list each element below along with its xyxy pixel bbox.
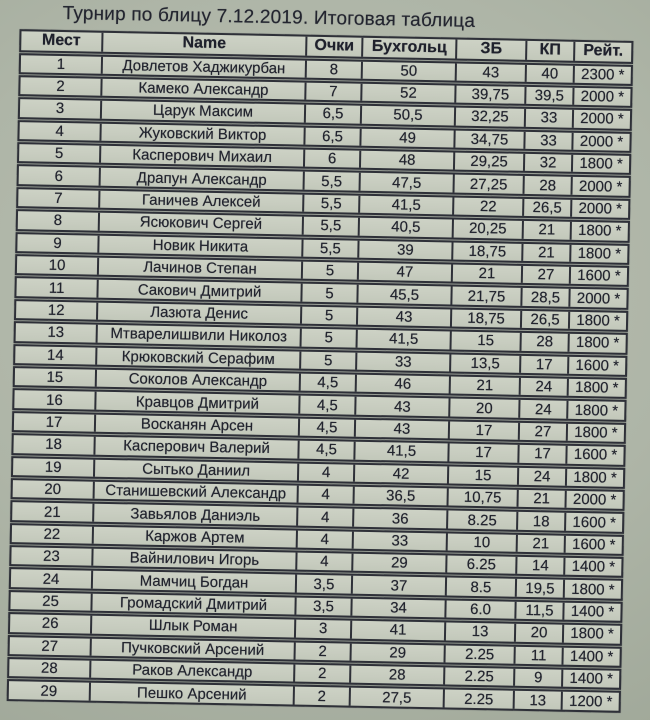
- cell-rating: 1800 *: [568, 312, 626, 331]
- cell-kp: 27: [521, 266, 569, 284]
- cell-name: Лазюта Денис: [96, 302, 300, 323]
- cell-kp: 21: [521, 243, 569, 261]
- cell-place: 29: [40, 682, 58, 700]
- cell-kp: 28: [522, 176, 570, 194]
- cell-buchholz: 29: [350, 643, 444, 662]
- cell-buchholz: 28: [349, 666, 443, 685]
- cell-points: 4: [297, 463, 353, 481]
- cell-points: 5: [300, 329, 356, 347]
- cell-name: Жуковский Виктор: [99, 123, 303, 144]
- cell-name: Крюковский Серафим: [95, 347, 299, 368]
- cell-rating: 2000 *: [570, 177, 628, 196]
- cell-kp: 9: [513, 669, 561, 687]
- cell-buchholz: 50: [361, 61, 455, 80]
- cell-buchholz: 41,5: [356, 330, 450, 349]
- cell-rating: 1600 *: [567, 356, 625, 375]
- cell-zb: 15: [447, 466, 517, 485]
- cell-place: 1: [56, 55, 66, 73]
- cell-zb: 8.5: [445, 578, 515, 597]
- cell-zb: 27,25: [453, 175, 523, 194]
- cell-buchholz: 49: [359, 128, 453, 147]
- cell-rating: 2000 *: [568, 289, 626, 308]
- cell-kp: 13: [513, 691, 561, 709]
- cell-buchholz: 34: [350, 598, 444, 617]
- cell-rating: 2000 *: [570, 200, 628, 219]
- cell-rating: 2300 *: [573, 65, 631, 84]
- cell-kp: 40: [525, 64, 573, 82]
- cell-buchholz: 43: [356, 307, 450, 326]
- cell-rating: 2000 *: [564, 491, 622, 510]
- cell-zb: 13: [444, 623, 514, 642]
- cell-buchholz: 29: [351, 554, 445, 573]
- cell-rating: 2000 *: [572, 110, 630, 129]
- cell-place: 2: [56, 77, 65, 96]
- cell-name: Драпун Александр: [99, 168, 303, 189]
- cell-points: 3,5: [294, 597, 350, 615]
- cell-rating: 1600 *: [564, 535, 622, 554]
- cell-name: Станишевский Александр: [93, 482, 297, 503]
- cell-name: Кравцов Дмитрий: [94, 392, 298, 413]
- column-header-points: Очки: [305, 37, 361, 57]
- cell-points: 5,5: [301, 239, 357, 257]
- cell-name: Сытько Даниил: [93, 459, 297, 480]
- cell-zb: 2.25: [443, 690, 513, 709]
- cell-buchholz: 43: [354, 419, 448, 438]
- cell-kp: 20: [514, 624, 562, 642]
- cell-place: 27: [41, 637, 59, 655]
- cell-buchholz: 52: [360, 84, 454, 103]
- cell-points: 5: [300, 306, 356, 324]
- cell-place: 5: [54, 145, 64, 163]
- cell-zb: 21,75: [450, 287, 520, 306]
- page-title: Турнир по блицу 7.12.2019. Итоговая таблица: [62, 2, 476, 32]
- cell-place: 14: [46, 346, 64, 364]
- cell-place: 18: [45, 436, 63, 454]
- cell-buchholz: 27,5: [349, 688, 443, 707]
- cell-points: 3: [294, 620, 350, 638]
- cell-rating: 1800 *: [562, 625, 620, 644]
- cell-rating: 1800 *: [563, 580, 621, 599]
- cell-points: 5,5: [303, 172, 359, 190]
- cell-place: 26: [41, 615, 59, 633]
- cell-buchholz: 48: [359, 151, 453, 170]
- cell-place: 13: [47, 324, 65, 342]
- cell-points: 7: [304, 83, 360, 101]
- cell-points: 6: [303, 150, 359, 168]
- cell-name: Громадский Дмитрий: [90, 594, 294, 615]
- cell-place: 20: [44, 480, 62, 499]
- cell-zb: 15: [450, 332, 520, 351]
- cell-name: Сакович Дмитрий: [96, 280, 300, 301]
- cell-rating: 1400 *: [563, 558, 621, 577]
- cell-points: 4: [295, 553, 351, 571]
- cell-rating: 1800 *: [566, 401, 624, 420]
- cell-place: 8: [53, 212, 63, 230]
- cell-buchholz: 46: [355, 375, 449, 394]
- cell-buchholz: 41,5: [358, 196, 452, 215]
- cell-rating: 1800 *: [567, 379, 625, 398]
- cell-buchholz: 50,5: [360, 106, 454, 125]
- cell-name: Соколов Александр: [95, 370, 299, 391]
- table-body: [7, 53, 633, 713]
- cell-rating: 1400 *: [562, 603, 620, 622]
- cell-zb: 21: [451, 265, 521, 284]
- cell-name: Мамчиц Богдан: [91, 571, 295, 592]
- cell-name: Ясюкович Сергей: [98, 213, 302, 234]
- cell-kp: 24: [519, 378, 567, 396]
- cell-zb: 22: [452, 197, 522, 216]
- cell-rating: 1800 *: [567, 334, 625, 353]
- cell-points: 4,5: [298, 418, 354, 436]
- cell-rating: 1800 *: [571, 155, 629, 174]
- cell-place: 11: [48, 279, 65, 297]
- cell-name: Касперович Валерий: [93, 437, 297, 458]
- cell-kp: 18: [516, 512, 564, 530]
- cell-rating: 2000 *: [571, 132, 629, 151]
- column-header-buchholz: Бухгольц: [361, 38, 455, 58]
- cell-place: 9: [53, 234, 62, 252]
- cell-kp: 24: [518, 400, 566, 418]
- cell-rating: 1800 *: [569, 244, 627, 263]
- cell-name: Мтварелишвили Николоз: [96, 325, 300, 346]
- cell-kp: 32: [523, 154, 571, 172]
- cell-zb: 20: [448, 399, 518, 418]
- cell-zb: 2.25: [443, 645, 513, 664]
- cell-name: Завьялов Даниэль: [92, 504, 296, 525]
- cell-zb: 29,25: [453, 153, 523, 172]
- cell-points: 2: [293, 665, 349, 683]
- cell-place: 25: [42, 592, 60, 611]
- cell-points: 5: [299, 351, 355, 369]
- column-header-place: Мест: [41, 31, 81, 50]
- cell-points: 4: [296, 508, 352, 526]
- cell-place: 10: [48, 256, 66, 275]
- cell-kp: 21: [516, 490, 564, 508]
- cell-zb: 13,5: [449, 354, 519, 373]
- photographed-sheet: [7, 0, 634, 713]
- cell-place: 21: [43, 503, 61, 521]
- cell-buchholz: 36,5: [353, 487, 447, 506]
- cell-points: 6,5: [304, 105, 360, 123]
- cell-zb: 18,75: [450, 309, 520, 328]
- cell-buchholz: 47: [357, 263, 451, 282]
- cell-points: 4,5: [297, 441, 353, 459]
- cell-zb: 39,75: [454, 85, 524, 104]
- cell-zb: 34,75: [453, 130, 523, 149]
- cell-name: Касперович Михаил: [99, 146, 303, 167]
- cell-kp: 21: [516, 534, 564, 552]
- cell-kp: 26,5: [520, 311, 568, 329]
- cell-rating: 2000 *: [572, 88, 630, 107]
- cell-points: 5,5: [302, 217, 358, 235]
- cell-points: 4,5: [298, 396, 354, 414]
- column-header-rating: Рейт.: [573, 42, 631, 62]
- cell-place: 15: [46, 368, 64, 387]
- cell-kp: 28,5: [520, 288, 568, 306]
- cell-rating: 1400 *: [561, 647, 619, 666]
- cell-place: 3: [55, 100, 65, 118]
- cell-zb: 2.25: [443, 667, 513, 686]
- cell-points: 5,5: [302, 194, 358, 212]
- column-header-zb: ЗБ: [455, 40, 525, 60]
- cell-buchholz: 45,5: [356, 285, 450, 304]
- cell-place: 4: [55, 122, 64, 140]
- cell-points: 2: [293, 687, 349, 705]
- cell-name: Восканян Арсен: [94, 414, 298, 435]
- cell-kp: 33: [523, 132, 571, 150]
- cell-buchholz: 36: [352, 509, 446, 528]
- results-table: [7, 29, 634, 712]
- cell-place: 17: [45, 413, 63, 431]
- cell-rating: 1400 *: [561, 670, 619, 689]
- cell-buchholz: 41: [350, 621, 444, 640]
- cell-place: 7: [53, 189, 63, 208]
- cell-rating: 1600 *: [569, 267, 627, 286]
- column-header-name: Name: [101, 33, 305, 55]
- cell-zb: 17: [448, 421, 518, 440]
- cell-name: Вайнилович Игорь: [91, 549, 295, 570]
- cell-rating: 1800 *: [570, 222, 628, 241]
- cell-name: Раков Александр: [89, 661, 293, 682]
- cell-kp: 19,5: [515, 579, 563, 597]
- cell-points: 2: [294, 642, 350, 660]
- cell-place: 12: [47, 301, 65, 320]
- cell-name: Пешко Арсений: [89, 683, 293, 704]
- cell-points: 5: [301, 262, 357, 280]
- cell-kp: 24: [517, 467, 565, 485]
- cell-kp: 14: [515, 557, 563, 575]
- cell-rating: 1600 *: [565, 446, 623, 465]
- cell-zb: 18,75: [451, 242, 521, 261]
- cell-kp: 21: [522, 221, 570, 239]
- cell-points: 4,5: [299, 374, 355, 392]
- cell-place: 22: [43, 525, 61, 543]
- cell-name: Ганичев Алексей: [98, 191, 302, 212]
- cell-rating: 1800 *: [566, 423, 624, 442]
- cell-points: 8: [305, 60, 361, 78]
- cell-kp: 26,5: [522, 199, 570, 217]
- cell-place: 6: [54, 167, 64, 185]
- cell-buchholz: 33: [355, 352, 449, 371]
- cell-kp: 27: [518, 423, 566, 441]
- cell-rating: 1800 *: [565, 468, 623, 487]
- cell-zb: 6.0: [444, 600, 514, 619]
- cell-points: 6,5: [303, 127, 359, 145]
- cell-points: 4: [297, 485, 353, 503]
- cell-name: Камеко Александр: [100, 79, 304, 100]
- cell-buchholz: 40,5: [358, 218, 452, 237]
- cell-name: Лачинов Степан: [97, 258, 301, 279]
- cell-place: 23: [42, 547, 60, 566]
- cell-buchholz: 33: [352, 531, 446, 550]
- column-header-kp: КП: [525, 41, 573, 60]
- cell-place: 24: [42, 570, 60, 588]
- cell-zb: 6.25: [445, 556, 515, 575]
- cell-kp: 28: [519, 333, 567, 351]
- cell-points: 4: [296, 530, 352, 548]
- cell-zb: 32,25: [454, 108, 524, 127]
- cell-points: 3,5: [295, 575, 351, 593]
- cell-buchholz: 41,5: [353, 442, 447, 461]
- cell-kp: 11: [513, 646, 561, 664]
- cell-zb: 21: [449, 376, 519, 395]
- cell-name: Каржов Артем: [92, 526, 296, 547]
- cell-zb: 17: [447, 444, 517, 463]
- cell-kp: 33: [524, 109, 572, 127]
- cell-buchholz: 47,5: [359, 173, 453, 192]
- cell-buchholz: 37: [351, 576, 445, 595]
- cell-place: 16: [45, 391, 63, 409]
- cell-name: Пучковский Арсений: [90, 638, 294, 659]
- cell-name: Царук Максим: [100, 101, 304, 122]
- cell-kp: 39,5: [524, 87, 572, 105]
- cell-kp: 11,5: [514, 602, 562, 620]
- cell-rating: 1600 *: [564, 513, 622, 532]
- cell-place: 28: [40, 659, 58, 678]
- cell-buchholz: 39: [357, 240, 451, 259]
- cell-zb: 10,75: [446, 488, 516, 507]
- cell-zb: 10: [446, 533, 516, 552]
- cell-zb: 20,25: [452, 220, 522, 239]
- cell-buchholz: 42: [353, 464, 447, 483]
- cell-name: Шлык Роман: [90, 616, 294, 637]
- cell-place: 19: [44, 458, 62, 476]
- cell-kp: 17: [519, 355, 567, 373]
- cell-zb: 8.25: [446, 511, 516, 530]
- cell-buchholz: 43: [354, 397, 448, 416]
- cell-zb: 43: [455, 63, 525, 82]
- cell-name: Новик Никита: [97, 235, 301, 256]
- cell-name: Довлетов Хаджикурбан: [101, 56, 305, 77]
- cell-kp: 17: [517, 445, 565, 463]
- cell-points: 5: [300, 284, 356, 302]
- cell-rating: 1200 *: [561, 692, 619, 711]
